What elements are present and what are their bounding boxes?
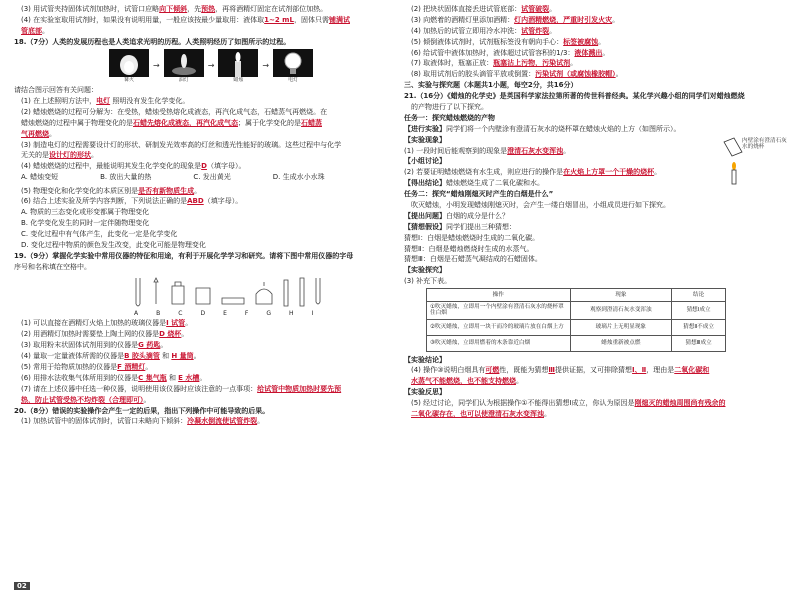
- answer-text: 二氧化碳和: [674, 366, 710, 375]
- question-text: ，先: [187, 5, 202, 13]
- answer-line: [14, 5, 390, 13]
- table-cell: 猜想Ⅰ成立: [672, 302, 726, 319]
- question-text: (6) 结合上述实验及所学内容判断，下列说法正确的是: [21, 197, 188, 206]
- answer-text: 可燃: [485, 366, 500, 375]
- question-text: (5) 常用于给物质加热的仪器是: [21, 362, 118, 371]
- table-row: [427, 335, 726, 351]
- q19-line: [14, 319, 390, 327]
- q18-line: [14, 119, 390, 127]
- question-text: (5) 经过讨论，同学们认为根据操作①不能得出猜想Ⅰ成立，你认为原因是: [411, 399, 635, 408]
- answer-text: 是否有新物质生成: [138, 186, 195, 195]
- question-text: 。: [49, 129, 56, 138]
- question-text: (8) 取用试剂后的胶头滴管平放或倒置：: [411, 70, 536, 79]
- question-text: ，理由是: [646, 366, 675, 375]
- q21-heading: 21.（16分）《蜡烛的化学史》是英国科学家法拉第所著的传世科普经典。某化学兴趣小组的同学们对蜡烛燃烧: [404, 92, 745, 101]
- apparatus-drawing: [132, 274, 332, 310]
- table-row: [427, 319, 726, 335]
- q18-line: [14, 97, 390, 105]
- table-cell: 蜡烛重新被点燃: [570, 335, 672, 351]
- table-header: 现象: [570, 289, 672, 302]
- question-text: 。: [598, 37, 606, 46]
- question-text: 性，既能为猜想: [499, 366, 549, 375]
- q18-line: [14, 108, 390, 116]
- arrow-icon: →: [262, 61, 270, 71]
- question-text: (4) 加热后的试管立即用冷水冲洗：: [411, 26, 522, 35]
- answer-text: 向下倾斜: [159, 5, 188, 13]
- question-text: 。: [185, 319, 193, 328]
- apparatus-label: E: [223, 309, 227, 317]
- question-text: （填字母）。: [206, 162, 246, 171]
- hypothesis-item: 猜想Ⅰ：白烟是蜡烛燃烧时生成的二氧化碳。: [404, 233, 540, 242]
- question-text: 。: [615, 70, 623, 79]
- answer-text: B 胶头滴管: [124, 352, 160, 361]
- q18-line: [14, 162, 390, 170]
- answer-text: 澄清石灰水变浑浊: [507, 146, 564, 155]
- caption-light-bulb: 电灯: [288, 77, 299, 84]
- answer-text: 污染试剂（或腐蚀橡胶帽）: [535, 70, 616, 79]
- question-text: 照明没有发生化学变化。: [110, 96, 190, 105]
- diagram-caption: 内壁涂有澄清石灰水的烧杯: [742, 137, 787, 151]
- hypothesis-item: 猜想Ⅲ：白烟是石蜡蒸气凝结成的石蜡固体。: [404, 255, 542, 264]
- question-text: (4) 蜡烛燃烧的过程中，最能说明其发生化学变化的现象是: [21, 162, 202, 171]
- arrow-icon: →: [207, 61, 215, 71]
- q19-line: [14, 352, 390, 360]
- q20-line: [404, 16, 786, 24]
- answer-text: 液体溅出: [574, 48, 603, 57]
- oil-lamp-image: [164, 49, 204, 77]
- question-text: 。: [42, 26, 49, 35]
- task1-heading: 任务一：探究蜡烛燃烧的产物: [404, 113, 495, 122]
- answer-text: F 酒精灯: [117, 362, 146, 371]
- question-text: (2) 若要证明蜡烛燃烧有水生成，则应进行的操作是: [404, 168, 564, 177]
- question-text: 。: [160, 341, 168, 350]
- left-column: [14, 5, 390, 428]
- answer-text: 刚熄灭的蜡烛周围尚有残余的: [634, 399, 726, 408]
- table-cell: 猜想Ⅲ成立: [672, 335, 726, 351]
- task2-text: 吹灭蜡烛，小明发现蜡烛刚熄灭时，会产生一缕白烟冒出，小组成员进行如下探究。: [411, 201, 670, 210]
- question-text: 。: [193, 352, 201, 361]
- question-text: (2) 把块状固体直接丢进试管底部：: [411, 5, 522, 13]
- answer-text: 标签被腐蚀: [563, 37, 599, 46]
- q19-line: [14, 385, 390, 393]
- question-text: 。: [181, 330, 189, 339]
- question-text: (2) 用酒精灯加热时需要垫上陶土网的仪器是: [21, 330, 160, 339]
- answer-text: 热，防止试管受热不均炸裂（合理即可）: [21, 395, 144, 404]
- table-cell: 观察到澄清石灰水变浑浊: [570, 302, 672, 319]
- answer-text: 灯内酒精燃烧，严重时引发火灾: [514, 15, 613, 24]
- answer-text: 管底部: [21, 26, 42, 35]
- option-item: B. 放出大量的热: [100, 173, 152, 182]
- answer-text: E 水槽: [178, 373, 200, 382]
- question-text: 。: [194, 186, 202, 195]
- reflection-line: [404, 410, 786, 418]
- question-text: (3) 向燃着的酒精灯里添加酒精：: [411, 15, 515, 24]
- answer-text: 气再燃烧: [21, 129, 49, 138]
- answer-text: 给试管中物质加热时要先预: [257, 384, 342, 393]
- question-text: (5) 倾倒液体试剂时，试剂瓶标签没有朝向手心：: [411, 37, 564, 46]
- answer-text: 预热: [201, 5, 216, 13]
- question-line: 【提出问题】白烟的成分是什么？: [404, 211, 509, 220]
- q19-heading-cont: 序号和名称填在空格中。: [14, 262, 91, 271]
- answer-text: Ⅲ: [548, 366, 556, 375]
- question-text: ，再将酒精灯固定在试剂部位加热。: [215, 5, 328, 13]
- answer-text: 在火焰上方罩一个干燥的烧杯: [563, 168, 655, 177]
- apparatus-labels: [134, 310, 390, 320]
- table-header: 操作: [427, 289, 571, 302]
- arrow-icon: →: [153, 61, 160, 71]
- answer-text: D 烧杯: [159, 330, 182, 339]
- apparatus-label: G: [266, 309, 271, 317]
- right-column: [404, 5, 786, 421]
- option-item: B. 化学变化发生的同时一定伴随物理变化: [21, 219, 150, 228]
- q19-heading: 19.（9分）掌握化学实验中常用仪器的特征和用途，有利于开展化学学习和研究。请将下图中常用仪器的字母: [14, 251, 354, 260]
- question-text: (2) 蜡烛燃烧的过程可分解为：在受热，蜡烛受热熔化成液态，再汽化成气态，石蜡蒸气再燃烧。在: [21, 107, 328, 116]
- task2-heading: 任务二：探究“蜡烛刚熄灭时产生的白烟是什么”: [404, 190, 554, 199]
- q18-line: [14, 130, 390, 138]
- disc-label: 【小组讨论】: [404, 157, 446, 166]
- question-text: (6) 用排水法收集气体所用到的仪器是: [21, 373, 139, 382]
- question-text: 。: [612, 15, 620, 24]
- q20-line: [404, 70, 786, 78]
- question-text: 和: [166, 373, 179, 382]
- table-cell: ②吹灭蜡烛，立即用一块干而冷的玻璃片放在白烟上方: [427, 319, 571, 335]
- q18-line: [14, 151, 390, 159]
- option-item: D. 生成水小水珠: [272, 173, 325, 182]
- question-text: (5) 物理变化和化学变化的本质区别是: [21, 186, 139, 195]
- reflection-line: [404, 399, 786, 407]
- apparatus-figure: [132, 274, 390, 310]
- table-row: [427, 302, 726, 319]
- answer-text: 试管破裂: [521, 5, 550, 13]
- question-text: (1) 在上述照明方法中，: [21, 96, 97, 105]
- table-cell: ①吹灭蜡烛，立即用一个内壁涂有澄清石灰水的烧杯罩住白烟: [427, 302, 571, 319]
- answer-text: 1~2 mL: [264, 15, 294, 24]
- q21-heading-cont: 的产物进行了以下探究。: [411, 103, 488, 112]
- question-text: ；属于化学变化的是: [238, 118, 301, 127]
- question-text: 。: [145, 362, 153, 371]
- q20-line: [14, 417, 390, 425]
- question-text: （填字母）。: [203, 197, 243, 206]
- question-text: (6) 给试管中液体加热时，液体超过试管容积的1/3：: [411, 48, 575, 57]
- answer-text: 水蒸气不能燃烧，也不能支持燃烧: [411, 377, 516, 386]
- caption-oil-lamp: 油灯: [178, 77, 189, 84]
- q19-line: [14, 363, 390, 371]
- concl-line: 【得出结论】蜡烛燃烧生成了二氧化碳和水。: [404, 179, 544, 188]
- answer-text: I 试管: [166, 319, 186, 328]
- beaker-candle-diagram: [720, 136, 787, 188]
- light-bulb-image: [273, 49, 313, 77]
- caption-bonfire: 篝火: [123, 77, 134, 84]
- conclusion-line: [404, 377, 786, 385]
- concl2-label: 【实验结论】: [404, 355, 446, 364]
- q19-line: [14, 396, 390, 404]
- answer-line: [14, 27, 390, 35]
- table-header-row: [427, 289, 726, 302]
- question-text: 和: [159, 352, 172, 361]
- answer-line: [14, 16, 390, 24]
- q20-heading: 20.（8分）错误的实验操作会产生一定的后果，指出下列操作中可能导致的后果。: [14, 406, 270, 415]
- candle-image: [218, 49, 258, 77]
- question-text: 。: [654, 168, 662, 177]
- question-text: 。: [544, 410, 551, 419]
- question-text: 蜡烛燃烧的过程中属于物理变化的是: [21, 118, 133, 127]
- answer-text: C 集气瓶: [138, 373, 167, 382]
- answer-text: 铺满试: [328, 15, 350, 24]
- question-text: 无关的是: [21, 151, 49, 160]
- table-header: 结论: [672, 289, 726, 302]
- question-text: 。: [549, 26, 557, 35]
- q18-line: [14, 141, 390, 149]
- question-text: 。: [91, 151, 98, 160]
- answer-text: 冷凝水倒流使试管炸裂: [187, 417, 258, 426]
- q19-line: [14, 330, 390, 338]
- q20-line: [404, 5, 786, 13]
- question-text: 。: [516, 377, 523, 386]
- question-text: (3) 用试管夹持固体试剂加热时，试管口应略: [21, 5, 160, 13]
- question-text: (3) 制造电灯的过程需要设计灯的形状、研制发光效率高的灯丝和透光性能好的玻璃。这些过程中与化学: [21, 140, 342, 149]
- answer-text: ABD: [187, 197, 204, 206]
- inquiry-label: 【实验探究】: [404, 266, 446, 275]
- hypothesis-line: 【猜想假设】同学们提出三种猜想：: [404, 222, 516, 231]
- question-text: (7) 取液体时，瓶塞正放：: [411, 59, 494, 68]
- exp1-line: 【进行实验】同学们将一个内壁涂有澄清石灰水的烧杯罩在蜡烛火焰的上方（如图所示）。: [404, 124, 681, 133]
- option-item: C. 变化过程中有气体产生，此变化一定是化学变化: [21, 230, 178, 239]
- phen-label: 【实验现象】: [404, 135, 446, 144]
- answer-text: Ⅰ、Ⅱ: [632, 366, 647, 375]
- answer-text: 设计灯的形状: [49, 151, 91, 160]
- q18-heading: 18.（7分）人类的发展历程也是人类追求光明的历程。人类照明经历了如图所示的过程。: [14, 37, 291, 46]
- page-number: 02: [14, 582, 30, 590]
- apparatus-label: I: [311, 309, 314, 317]
- q20-line: [404, 38, 786, 46]
- q19-line: [14, 374, 390, 382]
- hypothesis-item: 猜想Ⅱ：白烟是蜡烛燃烧时生成的水蒸气。: [404, 244, 534, 253]
- apparatus-label: F: [244, 309, 249, 317]
- q18-line: [14, 187, 390, 195]
- q18-intro: 请结合图示回答有关问题：: [14, 86, 98, 95]
- option-item: A. 物质的三态变化或形变都属于物理变化: [21, 208, 150, 217]
- question-text: 。: [199, 373, 207, 382]
- question-text: (1) 加热试管中的固体试剂时，试管口未略向下倾斜：: [21, 417, 188, 426]
- q19-line: [14, 341, 390, 349]
- table-cell: 玻璃片上无明显现象: [570, 319, 672, 335]
- answer-text: H 量筒: [171, 352, 194, 361]
- answer-text: 试管炸裂: [521, 26, 550, 35]
- option-item: C. 发出黄光: [193, 173, 231, 182]
- option-item: A. 蜡烛变短: [21, 173, 59, 182]
- answer-text: 石蜡蒸: [301, 118, 322, 127]
- answer-text: 石蜡先熔化成液态，再汽化成气态: [133, 118, 238, 127]
- answer-text: D: [201, 162, 207, 171]
- question-text: (4) 量取一定量液体所需的仪器是: [21, 352, 125, 361]
- bonfire-image: [109, 49, 149, 77]
- question-text: 。: [143, 395, 151, 404]
- reflection-label: 【实验反思】: [404, 388, 446, 397]
- task1-body: [404, 136, 786, 188]
- apparatus-label: H: [288, 309, 294, 317]
- answer-text: 电灯: [96, 96, 111, 105]
- question-text: 。: [257, 417, 265, 426]
- answer-text: 瓶塞沾上污物，污染试剂: [493, 59, 571, 68]
- q20-line: [404, 59, 786, 67]
- experiment-table: [426, 288, 726, 351]
- apparatus-label: D: [200, 309, 206, 317]
- q18-line: [14, 197, 390, 205]
- question-text: (3) 取用粉末状固体试剂用到的仪器是: [21, 341, 139, 350]
- question-text: (4) 在实验室取用试剂时，如果没有说明用量，一般应该按最少量取用：液体取: [21, 15, 265, 24]
- table-cell: 猜想Ⅱ不成立: [672, 319, 726, 335]
- question-text: (1) 可以直接在酒精灯火焰上加热的玻璃仪器是: [21, 319, 167, 328]
- q20-line: [404, 27, 786, 35]
- apparatus-label: A: [134, 309, 139, 317]
- question-text: (4) 操作③说明白烟具有: [411, 366, 486, 375]
- inquiry-text: (3) 补充下表。: [404, 277, 452, 286]
- question-text: (1) 一段时间后能观察到的现象是: [404, 146, 508, 155]
- question-text: 。: [563, 146, 571, 155]
- question-text: 。: [570, 59, 578, 68]
- question-text: 提供证据，又可排除猜想: [555, 366, 633, 375]
- question-text: 。: [602, 48, 610, 57]
- apparatus-label: B: [156, 309, 161, 317]
- section-3-heading: 三、实验与探究题（本题共1小题，每空2分，共16分）: [404, 81, 578, 90]
- question-text: ，固体只需: [293, 15, 329, 24]
- question-text: 。: [549, 5, 557, 13]
- table-cell: ③吹灭蜡烛，立即用燃着的木条靠近白烟: [427, 335, 571, 351]
- answer-text: 二氧化碳存在，也可以使澄清石灰水变浑浊: [411, 410, 544, 419]
- q20-line: [404, 49, 786, 57]
- caption-candle: 蜡烛: [233, 77, 244, 84]
- lighting-history-figure: [109, 49, 390, 83]
- answer-text: G 药匙: [138, 341, 161, 350]
- question-text: (7) 请在上述仪器中任选一种仪器，说明使用该仪器时应该注意的一点事项：: [21, 384, 258, 393]
- conclusion-line: [404, 366, 786, 374]
- apparatus-label: C: [178, 309, 183, 317]
- option-item: D. 变化过程中物质的颜色发生改变，此变化可能是物理变化: [21, 241, 206, 250]
